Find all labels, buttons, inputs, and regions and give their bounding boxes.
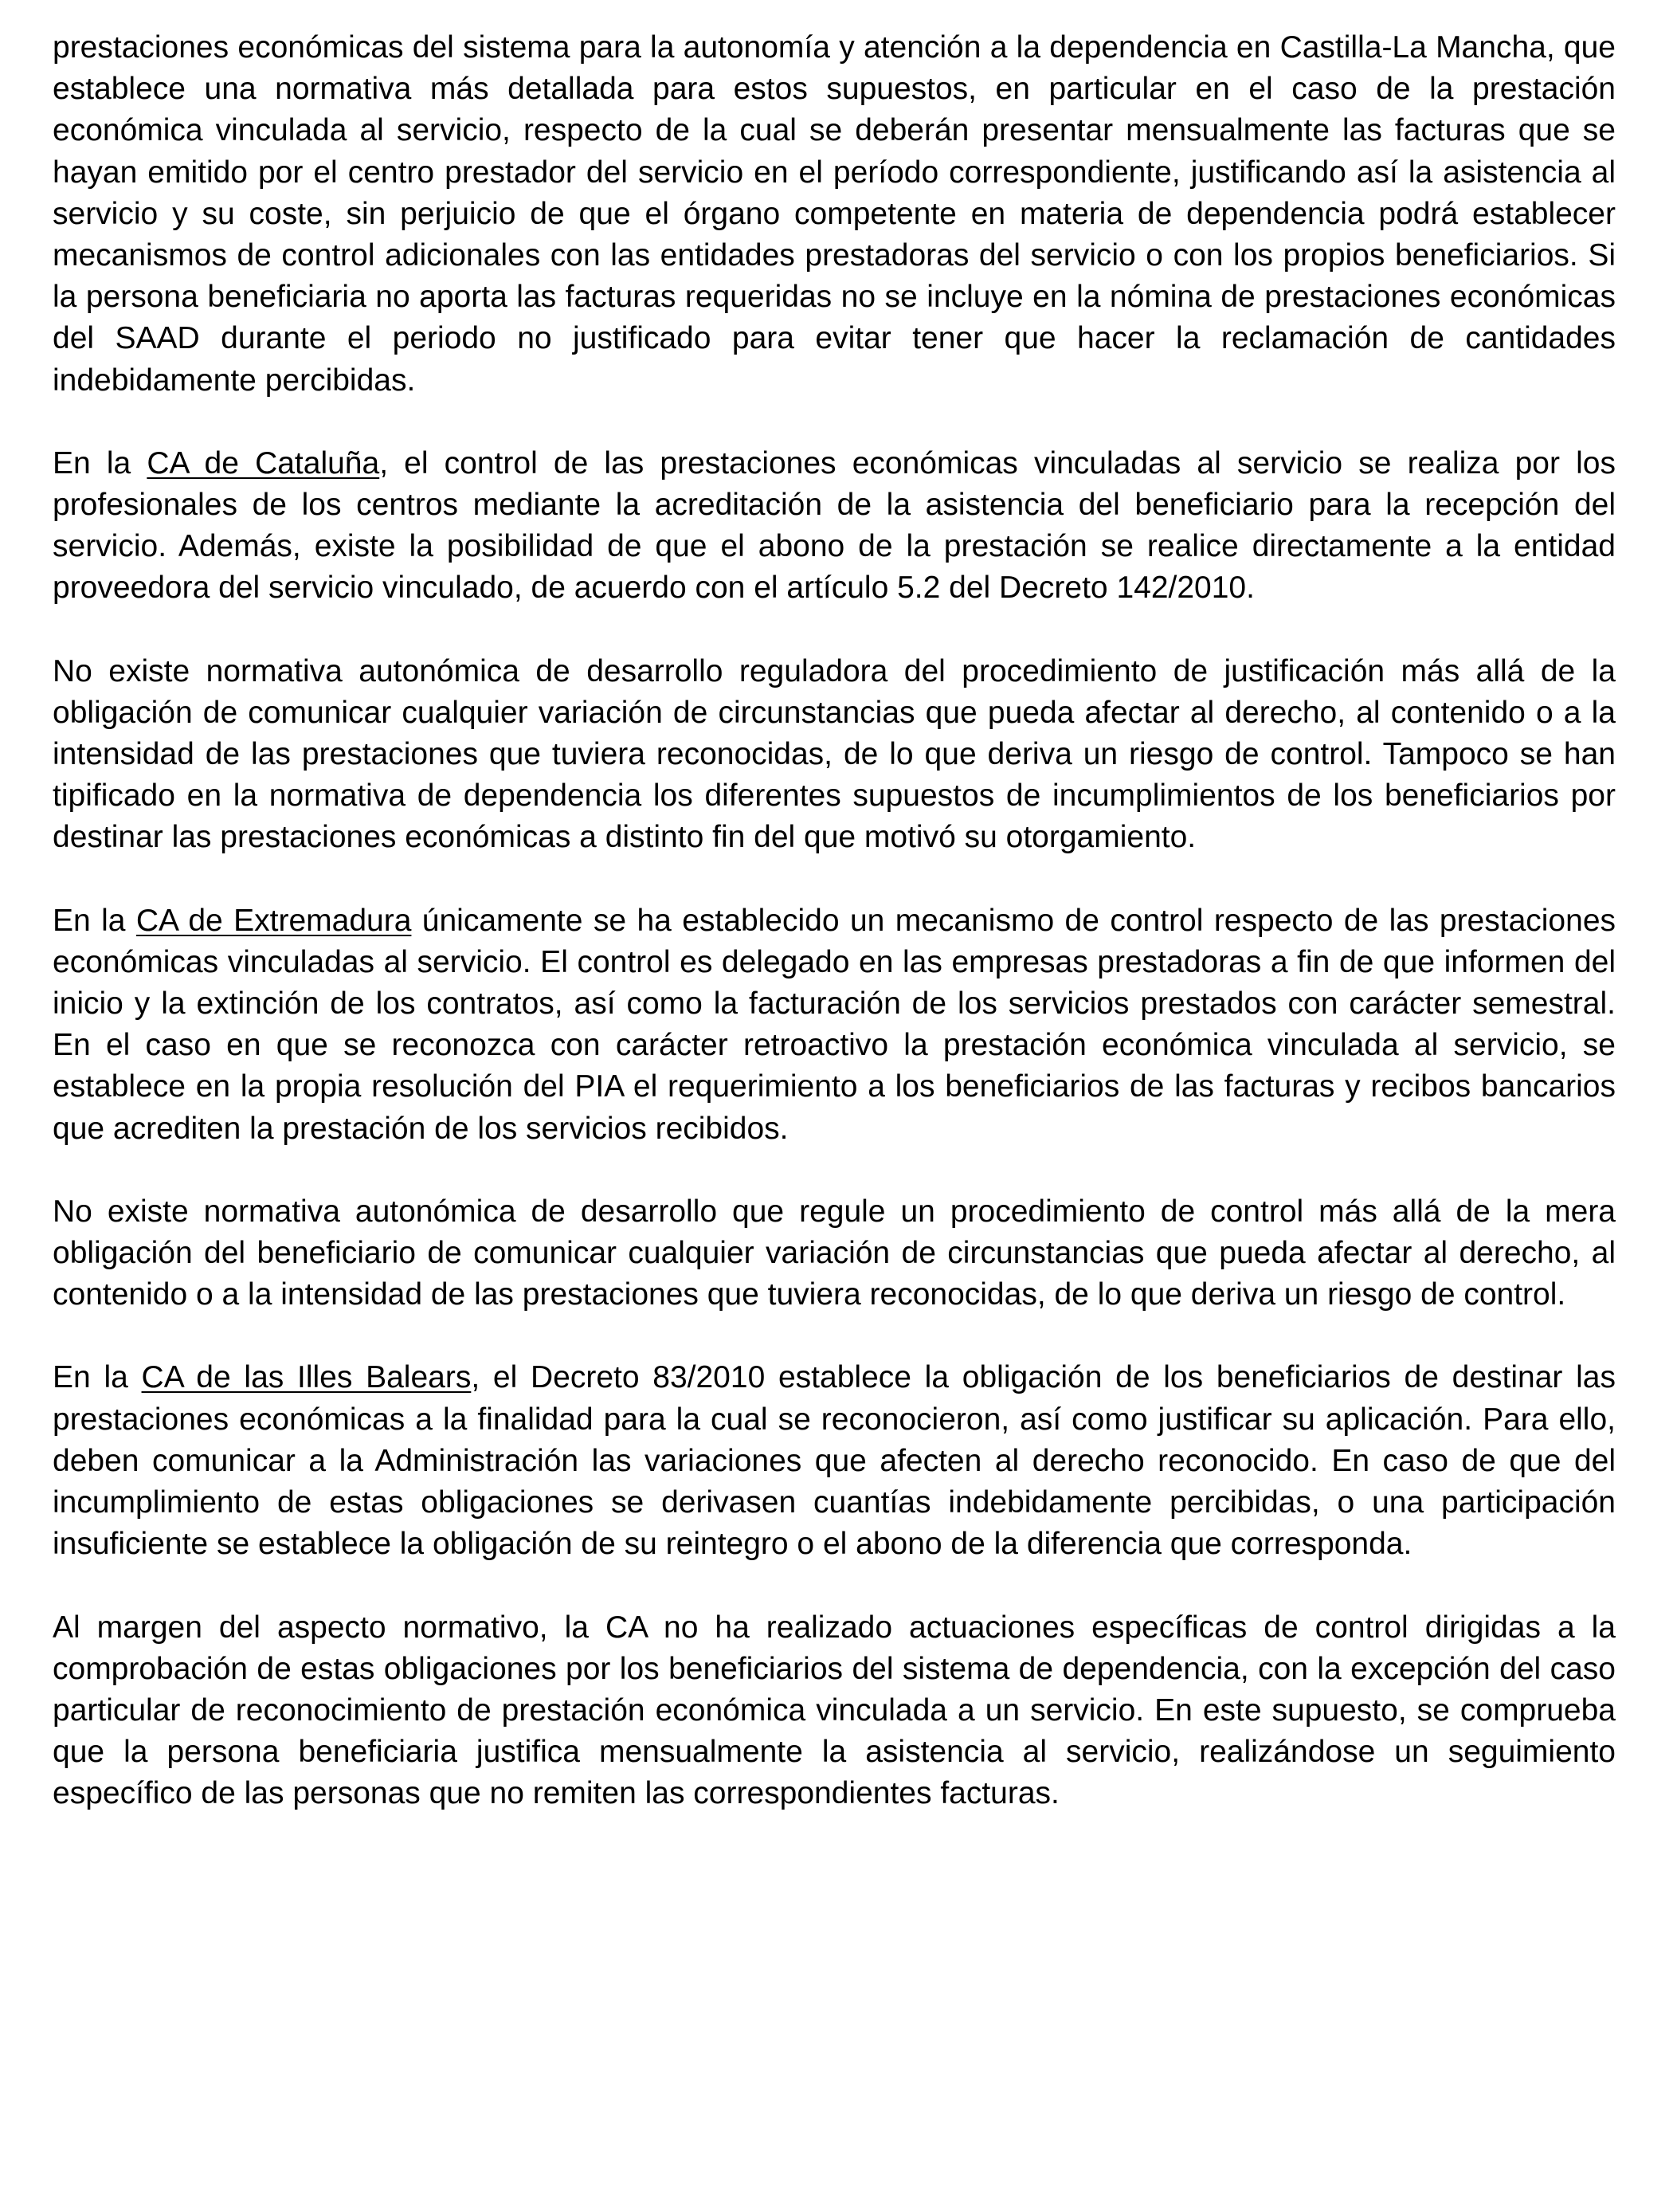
paragraph-body: únicamente se ha establecido un mecanismo de control respecto de las prestaciones económicas vinculadas al servicio. El control es delegado en las empresas prestadoras a fin de que informen del inicio y la extinción de los contratos, así como la facturación de los servicios prestados con carácter semestral. En el caso en que se reconozca con carácter retroactivo la prestación económica vinculada al servicio, se establece en la propia resolución del PIA el requerimiento a los beneficiarios de las facturas y recibos bancarios que acrediten la prestación de los servicios recibidos. bbox=[53, 903, 1616, 1146]
paragraph-body: , el control de las prestaciones económicas vinculadas al servicio se realiza por los profesionales de los centros mediante la acreditación de la asistencia del beneficiario para la recepción del servicio. Además, existe la posibilidad de que el abono de la prestación se realice directamente a la entidad proveedora del servicio vinculado, de acuerdo con el artículo 5.2 del Decreto 142/2010. bbox=[53, 445, 1616, 606]
paragraph-cataluna bbox=[53, 443, 1616, 610]
paragraph-extremadura bbox=[53, 900, 1616, 1150]
paragraph-extremadura-normativa: No existe normativa autonómica de desarrollo que regule un procedimiento de control más allá de la mera obligación del beneficiario de comunicar cualquier variación de circunstancias que pueda afectar al derecho, al contenido o a la intensidad de las prestaciones que tuviera reconocidas, de lo que deriva un riesgo de control. bbox=[53, 1194, 1616, 1312]
paragraph-prefix: En la bbox=[53, 903, 136, 938]
region-name-illes-balears: CA de las Illes Balears bbox=[141, 1360, 472, 1395]
document-page bbox=[53, 27, 1616, 1815]
region-name-cataluna: CA de Cataluña bbox=[147, 445, 380, 480]
paragraph-prefix: En la bbox=[53, 445, 147, 480]
paragraph-illes-balears-control: Al margen del aspecto normativo, la CA no ha realizado actuaciones específicas de control dirigidas a la comprobación de estas obligaciones por los beneficiarios del sistema de dependencia, con la excepción del caso particular de reconocimiento de prestación económica vinculada a un servicio. En este supuesto, se comprueba que la persona beneficiaria justifica mensualmente la asistencia al servicio, realizándose un seguimiento específico de las personas que no remiten las correspondientes facturas. bbox=[53, 1610, 1616, 1811]
paragraph-prefix: En la bbox=[53, 1360, 142, 1395]
paragraph-body: , el Decreto 83/2010 establece la obligación de los beneficiarios de destinar las prestaciones económicas a la finalidad para la cual se reconocieron, así como justificar su aplicación. Para ello, deben comunicar a la Administración las variaciones que afecten al derecho reconocido. En caso de que del incumplimiento de estas obligaciones se derivasen cuantías indebidamente percibidas, o una participación insuficiente se establece la obligación de su reintegro o el abono de la diferencia que corresponda. bbox=[53, 1360, 1616, 1562]
paragraph-illes-balears bbox=[53, 1357, 1616, 1565]
region-name-extremadura: CA de Extremadura bbox=[135, 903, 412, 938]
paragraph-castilla-la-mancha: prestaciones económicas del sistema para la autonomía y atención a la dependencia en Castilla-La Mancha, que establece una normativa más detallada para estos supuestos, en particular en el caso de la prestación económica vinculada al servicio, respecto de la cual se deberán presentar mensualmente las facturas que se hayan emitido por el centro prestador del servicio en el período correspondiente, justificando así la asistencia al servicio y su coste, sin perjuicio de que el órgano competente en materia de dependencia podrá establecer mecanismos de control adicionales con las entidades prestadoras del servicio o con los propios beneficiarios. Si la persona beneficiaria no aporta las facturas requeridas no se incluye en la nómina de prestaciones económicas del SAAD durante el periodo no justificado para evitar tener que hacer la reclamación de cantidades indebidamente percibidas. bbox=[53, 30, 1616, 398]
paragraph-cataluna-normativa: No existe normativa autonómica de desarrollo reguladora del procedimiento de justificación más allá de la obligación de comunicar cualquier variación de circunstancias que pueda afectar al derecho, al contenido o a la intensidad de las prestaciones que tuviera reconocidas, de lo que deriva un riesgo de control. Tampoco se han tipificado en la normativa de dependencia los diferentes supuestos de incumplimientos de los beneficiarios por destinar las prestaciones económicas a distinto fin del que motivó su otorgamiento. bbox=[53, 653, 1616, 855]
